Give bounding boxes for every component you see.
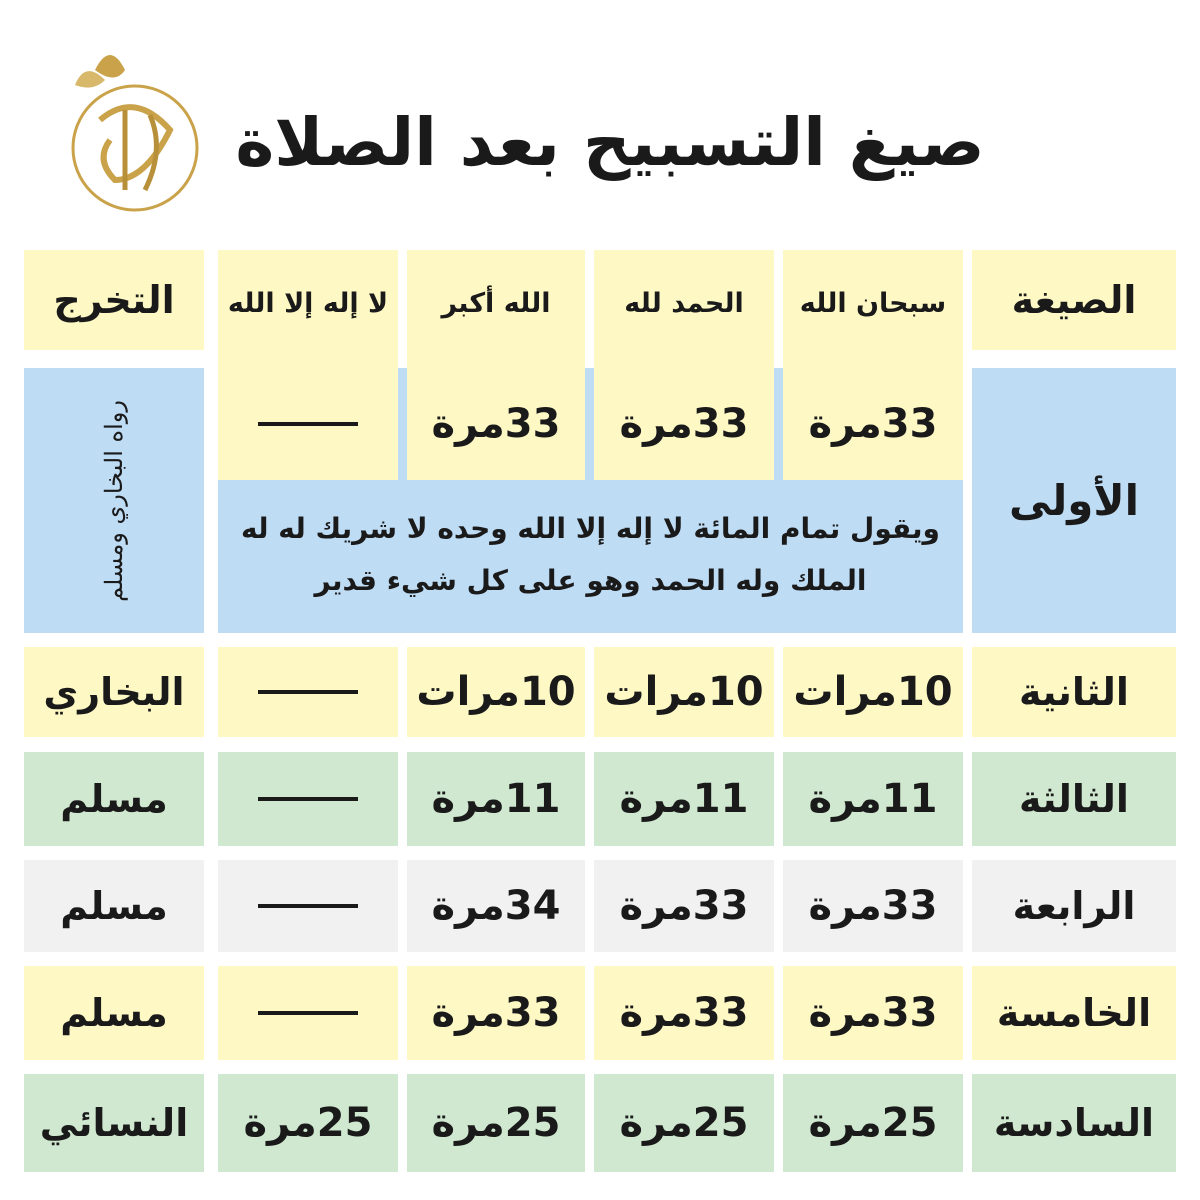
- header-sigha: الصيغة: [972, 250, 1176, 350]
- row-4-tahlil: [218, 860, 398, 952]
- row-5-hamd: 33مرة: [594, 966, 774, 1060]
- row-4-subhan: 33مرة: [783, 860, 963, 952]
- row-5-subhan: 33مرة: [783, 966, 963, 1060]
- row-1-takhrij: [24, 368, 204, 633]
- row-2-takhrij: البخاري: [24, 647, 204, 737]
- row-6-takhrij: النسائي: [24, 1074, 204, 1172]
- row-3-takhrij: مسلم: [24, 752, 204, 846]
- row-2-subhan: 10مرات: [783, 647, 963, 737]
- row-5-takhrij: مسلم: [24, 966, 204, 1060]
- row-1-hamd: 33مرة: [594, 368, 774, 480]
- row-3-hamd: 11مرة: [594, 752, 774, 846]
- row-1-note: ويقول تمام المائة لا إله إلا الله وحده لا شريك له له الملك وله الحمد وهو على كل شيء قدير: [241, 512, 940, 597]
- page-title: صيغ التسبيح بعد الصلاة: [235, 104, 985, 181]
- row-4-takhrij: مسلم: [24, 860, 204, 952]
- dash-divider: [258, 690, 358, 694]
- row-6-hamd: 25مرة: [594, 1074, 774, 1172]
- row-6-subhan: 25مرة: [783, 1074, 963, 1172]
- row-5-tahlil: [218, 966, 398, 1060]
- row-1-subhan: 33مرة: [783, 368, 963, 480]
- row-4-name: الرابعة: [972, 860, 1176, 952]
- row-6-name: السادسة: [972, 1074, 1176, 1172]
- row-2-akbar: 10مرات: [407, 647, 585, 737]
- row-1-akbar: 33مرة: [407, 368, 585, 480]
- row-4-hamd: 33مرة: [594, 860, 774, 952]
- row-3-name: الثالثة: [972, 752, 1176, 846]
- row-1-name: الأولى: [972, 368, 1176, 633]
- dash-divider: [258, 797, 358, 801]
- row-5-name: الخامسة: [972, 966, 1176, 1060]
- row-5-akbar: 33مرة: [407, 966, 585, 1060]
- row-2-tahlil: [218, 647, 398, 737]
- header-akbar: الله أكبر: [407, 250, 585, 480]
- row-3-tahlil: [218, 752, 398, 846]
- row-6-akbar: 25مرة: [407, 1074, 585, 1172]
- row-3-subhan: 11مرة: [783, 752, 963, 846]
- header-takhrij: التخرج: [24, 250, 204, 350]
- dash-divider: [258, 422, 358, 426]
- header-subhan: سبحان الله: [783, 250, 963, 480]
- header-tahlil: لا إله إلا الله: [218, 250, 398, 480]
- header-hamd: الحمد لله: [594, 250, 774, 480]
- row-2-name: الثانية: [972, 647, 1176, 737]
- row-2-hamd: 10مرات: [594, 647, 774, 737]
- row-1-takhrij-text: رواه البخاري ومسلم: [99, 399, 128, 602]
- row-3-akbar: 11مرة: [407, 752, 585, 846]
- row-6-tahlil: 25مرة: [218, 1074, 398, 1172]
- dash-divider: [258, 1011, 358, 1015]
- logo: [55, 30, 215, 220]
- row-1-tahlil: [218, 368, 398, 480]
- dash-divider: [258, 904, 358, 908]
- row-4-akbar: 34مرة: [407, 860, 585, 952]
